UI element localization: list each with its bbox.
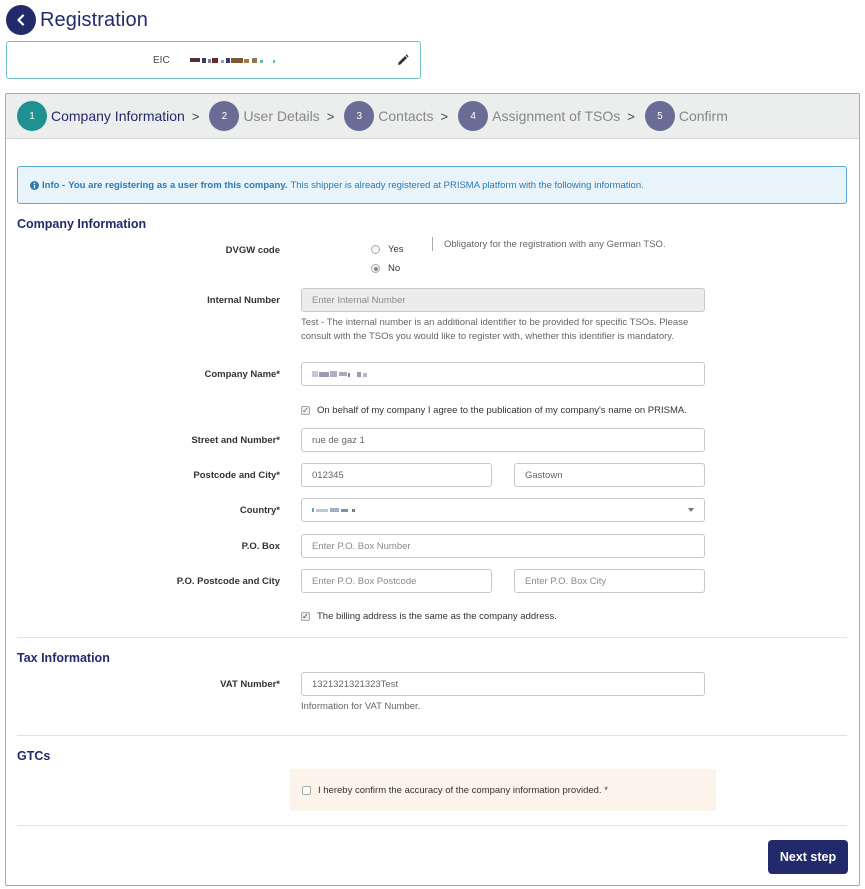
dvgw-yes-radio[interactable] <box>371 244 404 255</box>
billing-same-label: The billing address is the same as the company address. <box>317 611 557 622</box>
dvgw-help-text: Obligatory for the registration with any German TSO. <box>444 239 666 250</box>
internal-number-help: Test - The internal number is an additional identifier to be provided for specific TSOs. Please consult with the TSOs you would like to register with, whether this identifier is mandatory. <box>301 317 689 342</box>
section-divider <box>17 637 847 638</box>
info-text: This shipper is already registered at PRISMA platform with the following information. <box>290 179 644 191</box>
step-label: Contacts <box>378 108 434 124</box>
po-postcode-input[interactable]: Enter P.O. Box Postcode <box>301 569 492 593</box>
eic-value-redacted <box>190 57 280 64</box>
radio-circle <box>371 264 380 273</box>
step-label: Company Information <box>51 108 185 124</box>
street-input[interactable]: rue de gaz 1 <box>301 428 705 452</box>
checkbox-box <box>302 786 311 795</box>
company-name-input[interactable] <box>301 362 705 386</box>
section-divider <box>17 735 847 736</box>
section-divider <box>17 825 847 826</box>
po-box-label: P.O. Box <box>241 541 280 552</box>
page-title: Registration <box>40 8 148 31</box>
section-company-information: Company Information <box>17 217 147 231</box>
step-confirm[interactable] <box>645 101 728 131</box>
dvgw-code-label: DVGW code <box>225 245 280 256</box>
back-button[interactable] <box>6 5 36 35</box>
step-assignment-of-tsos[interactable] <box>458 101 620 131</box>
stepper <box>6 94 859 139</box>
chevron-left-icon <box>15 14 27 26</box>
po-city-input[interactable]: Enter P.O. Box City <box>514 569 705 593</box>
company-name-label: Company Name* <box>204 369 280 380</box>
step-company-information[interactable] <box>17 101 185 131</box>
checkbox-box: ✓ <box>302 405 309 415</box>
dropdown-caret-icon <box>688 508 694 512</box>
radio-circle <box>371 245 380 254</box>
country-label: Country* <box>239 505 280 516</box>
pencil-icon[interactable] <box>396 54 409 67</box>
registration-panel <box>5 93 860 886</box>
section-tax-information: Tax Information <box>17 651 110 665</box>
step-number: 3 <box>344 101 374 131</box>
info-circle-icon <box>30 181 39 190</box>
gtc-confirm-checkbox[interactable] <box>302 785 608 796</box>
street-label: Street and Number* <box>191 435 280 446</box>
po-postcode-city-label: P.O. Postcode and City <box>176 576 280 587</box>
step-user-details[interactable] <box>209 101 319 131</box>
section-gtcs: GTCs <box>17 749 51 763</box>
step-number: 2 <box>209 101 239 131</box>
next-step-button[interactable]: Next step <box>768 840 848 874</box>
publication-consent-checkbox[interactable] <box>301 405 687 416</box>
vat-number-label: VAT Number* <box>220 679 280 690</box>
step-separator: > <box>191 108 200 124</box>
billing-same-checkbox[interactable] <box>301 611 557 622</box>
info-bold-text: You are registering as a user from this company. <box>68 179 288 191</box>
publication-consent-label: On behalf of my company I agree to the publication of my company's name on PRISMA. <box>317 405 687 416</box>
postcode-city-label: Postcode and City* <box>193 470 280 481</box>
info-prefix: Info - <box>42 179 66 191</box>
city-input[interactable]: Gastown <box>514 463 705 487</box>
postcode-input[interactable]: 012345 <box>301 463 492 487</box>
step-number: 4 <box>458 101 488 131</box>
gtc-confirm-label: I hereby confirm the accuracy of the company information provided. * <box>318 784 608 796</box>
step-separator: > <box>440 108 449 124</box>
step-label: Assignment of TSOs <box>492 108 621 124</box>
step-contacts[interactable] <box>344 101 433 131</box>
radio-label: Yes <box>388 244 404 255</box>
po-box-input[interactable]: Enter P.O. Box Number <box>301 534 705 558</box>
divider-bar <box>432 237 433 251</box>
gtc-confirm-box <box>290 769 716 811</box>
step-number: 5 <box>645 101 675 131</box>
vat-help-text: Information for VAT Number. <box>301 701 421 712</box>
country-redacted <box>312 507 356 513</box>
step-separator: > <box>326 108 335 124</box>
step-label: User Details <box>243 108 320 124</box>
page-header <box>6 4 148 36</box>
radio-label: No <box>388 263 401 274</box>
step-label: Confirm <box>678 108 728 124</box>
vat-number-input[interactable]: 1321321321323Test <box>301 672 705 696</box>
country-select[interactable] <box>301 498 705 522</box>
eic-label: EIC <box>153 55 170 66</box>
info-alert <box>17 166 847 204</box>
internal-number-input[interactable]: Enter Internal Number <box>301 288 705 312</box>
step-separator: > <box>627 108 635 124</box>
eic-card <box>6 41 421 79</box>
checkbox-box: ✓ <box>302 611 309 621</box>
dvgw-no-radio[interactable] <box>371 263 400 274</box>
company-name-redacted <box>312 370 372 378</box>
internal-number-label: Internal Number <box>207 295 280 306</box>
step-number: 1 <box>17 101 47 131</box>
